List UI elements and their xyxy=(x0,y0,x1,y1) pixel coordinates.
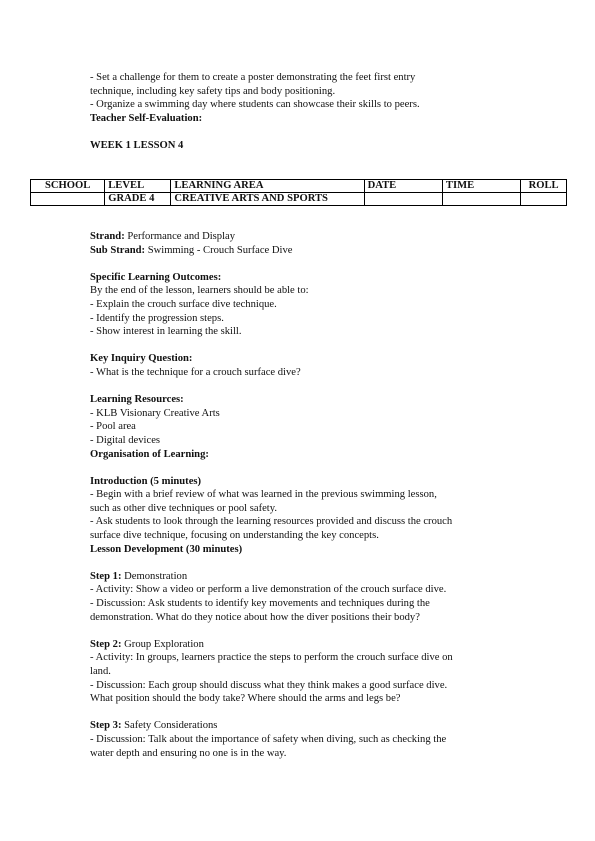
list-item: - Identify the progression steps. xyxy=(90,312,224,324)
introduction-line: - Begin with a brief review of what was learned in the previous swimming lesson, xyxy=(90,489,437,501)
list-item: - KLB Visionary Creative Arts xyxy=(90,407,220,419)
self-evaluation-heading: Teacher Self-Evaluation: xyxy=(90,112,203,124)
cell-level: GRADE 4 xyxy=(105,193,171,206)
sub-strand-value: Swimming - Crouch Surface Dive xyxy=(145,244,293,256)
sub-strand-label: Sub Strand: xyxy=(90,244,146,256)
step-2-line: land. xyxy=(90,666,111,677)
cell-learning-area: CREATIVE ARTS AND SPORTS xyxy=(171,193,364,206)
step-1-label: Step 1: xyxy=(90,570,122,582)
introduction-heading: Introduction (5 minutes) xyxy=(90,475,202,487)
week-lesson-heading: WEEK 1 LESSON 4 xyxy=(90,139,184,151)
list-item: - Digital devices xyxy=(90,434,161,446)
strand-label: Strand: xyxy=(90,231,125,242)
cell-roll xyxy=(521,193,567,206)
spacer xyxy=(90,624,510,638)
step-1-heading xyxy=(90,570,510,584)
header-learning-area: LEARNING AREA xyxy=(171,180,364,193)
step-2-line: - Activity: In groups, learners practice the steps to perform the crouch surface dive on xyxy=(90,652,453,664)
cell-date xyxy=(364,193,442,206)
spacer xyxy=(90,125,510,139)
organisation-heading: Organisation of Learning: xyxy=(90,448,209,460)
lesson-body xyxy=(90,230,510,760)
inquiry-heading: Key Inquiry Question: xyxy=(90,353,193,365)
challenge-line-1: - Set a challenge for them to create a poster demonstrating the feet first entry xyxy=(90,72,416,83)
lesson-info-table xyxy=(30,179,567,206)
step-1-title: Demonstration xyxy=(121,570,188,582)
challenge-line-2: technique, including key safety tips and body positioning. xyxy=(90,85,336,97)
step-1-line: demonstration. What do they notice about how the diver positions their body? xyxy=(90,611,420,623)
header-roll: ROLL xyxy=(521,180,567,193)
top-section xyxy=(90,71,510,153)
spacer xyxy=(90,257,510,271)
table-header-row xyxy=(31,180,567,193)
header-time: TIME xyxy=(442,180,520,193)
spacer xyxy=(90,461,510,475)
step-2-title: Group Exploration xyxy=(121,638,204,650)
sub-strand-line xyxy=(90,244,510,258)
spacer xyxy=(90,706,510,720)
introduction-line: surface dive technique, focusing on understanding the key concepts. xyxy=(90,530,379,542)
spacer xyxy=(90,556,510,570)
inquiry-question: - What is the technique for a crouch surface dive? xyxy=(90,366,301,378)
step-2-heading xyxy=(90,638,510,652)
step-3-title: Safety Considerations xyxy=(121,720,218,732)
spacer xyxy=(90,339,510,353)
table-row xyxy=(31,193,567,206)
outcomes-heading: Specific Learning Outcomes: xyxy=(90,271,222,283)
step-2-label: Step 2: xyxy=(90,638,122,650)
step-1-line: - Discussion: Ask students to identify key movements and techniques during the xyxy=(90,598,430,610)
resources-heading: Learning Resources: xyxy=(90,394,184,406)
list-item: - Explain the crouch surface dive technique. xyxy=(90,298,277,310)
step-2-line: What position should the body take? Where should the arms and legs be? xyxy=(90,693,401,705)
list-item: - Pool area xyxy=(90,421,136,433)
step-3-heading xyxy=(90,719,510,733)
development-heading: Lesson Development (30 minutes) xyxy=(90,543,243,555)
introduction-line: such as other dive techniques or pool safety. xyxy=(90,502,278,514)
step-3-label: Step 3: xyxy=(90,720,122,732)
strand-line xyxy=(90,230,510,244)
strand-value: Performance and Display xyxy=(124,231,236,242)
list-item: - Show interest in learning the skill. xyxy=(90,326,242,338)
step-2-line: - Discussion: Each group should discuss what they think makes a good surface dive. xyxy=(90,679,448,691)
swimming-day-line: - Organize a swimming day where students can showcase their skills to peers. xyxy=(90,99,420,111)
cell-school xyxy=(31,193,105,206)
header-level: LEVEL xyxy=(105,180,171,193)
step-1-line: - Activity: Show a video or perform a live demonstration of the crouch surface dive. xyxy=(90,584,447,596)
header-school: SCHOOL xyxy=(31,180,105,193)
spacer xyxy=(90,380,510,394)
cell-time xyxy=(442,193,520,206)
step-3-line: water depth and ensuring no one is in the way. xyxy=(90,747,287,759)
introduction-line: - Ask students to look through the learning resources provided and discuss the crouch xyxy=(90,516,453,528)
step-3-line: - Discussion: Talk about the importance of safety when diving, such as checking the xyxy=(90,733,447,745)
header-date: DATE xyxy=(364,180,442,193)
outcomes-intro: By the end of the lesson, learners should be able to: xyxy=(90,285,309,297)
